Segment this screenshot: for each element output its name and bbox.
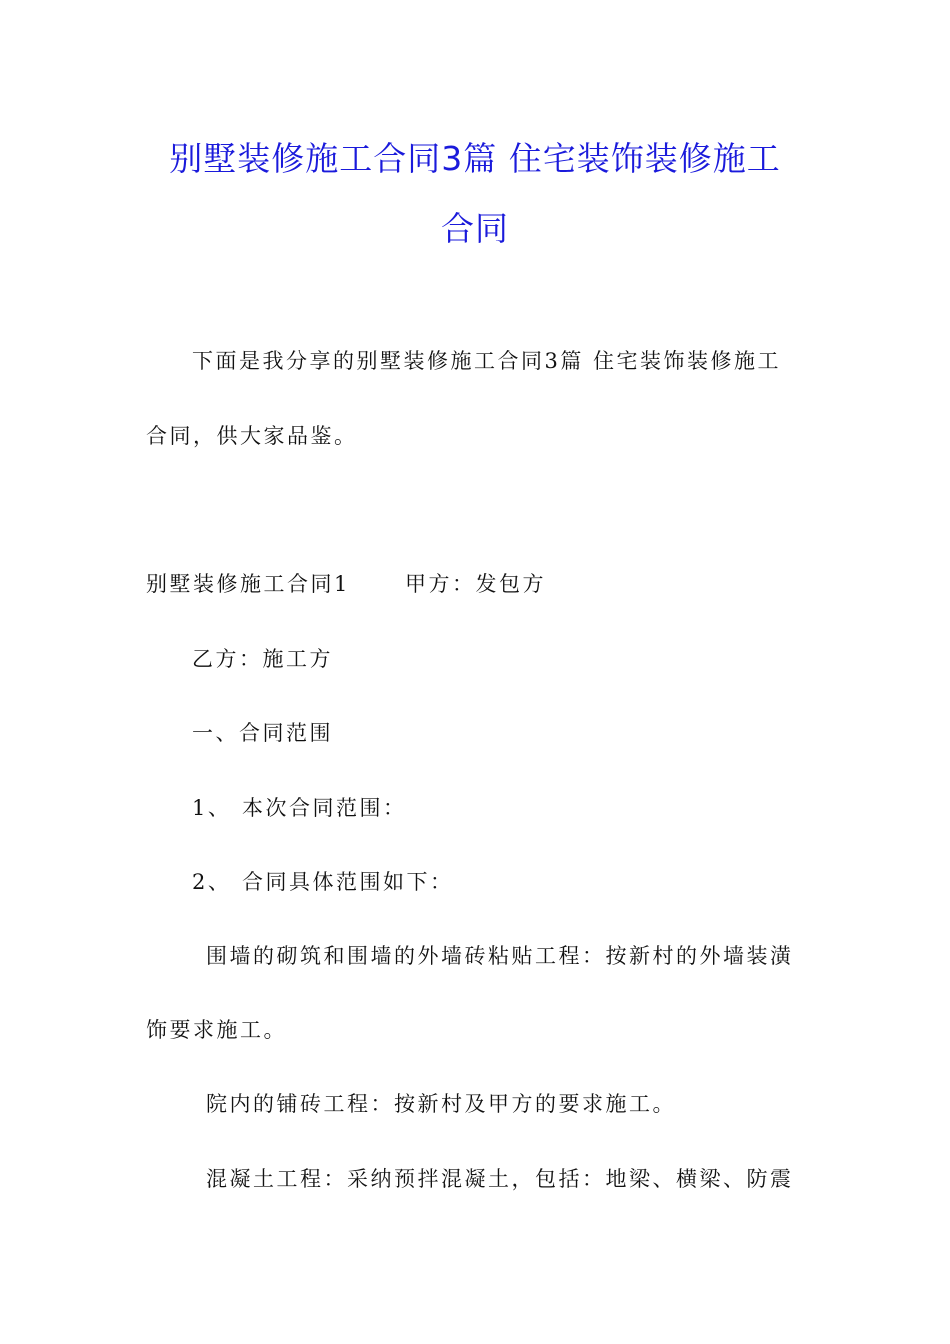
yard-tiling-paragraph: 院内的铺砖工程：按新村及甲方的要求施工。 — [206, 1092, 676, 1116]
list-item-1-text: 本次合同范围： — [242, 796, 407, 820]
party-a-line: 甲方：发包方 — [405, 572, 546, 596]
concrete-paragraph-line-1: 混凝土工程：采纳预拌混凝土，包括：地梁、横梁、防震 — [206, 1167, 794, 1191]
party-b-line: 乙方：施工方 — [192, 647, 333, 671]
contract-heading: 别墅装修施工合同1 — [146, 572, 350, 596]
wall-work-paragraph-line-1: 围墙的砌筑和围墙的外墙砖粘贴工程：按新村的外墙装潢 — [206, 944, 794, 968]
wall-work-paragraph-line-2: 饰要求施工。 — [146, 1018, 287, 1042]
list-item-2-text: 合同具体范围如下： — [242, 870, 454, 894]
section-heading-scope: 一、合同范围 — [192, 721, 333, 745]
list-number-2: 2、 — [192, 870, 232, 894]
intro-paragraph-line-1: 下面是我分享的别墅装修施工合同3篇 住宅装饰装修施工 — [192, 349, 782, 373]
document-title-line-2: 合同 — [441, 209, 509, 248]
document-title-line-1: 别墅装修施工合同3篇 住宅装饰装修施工 — [169, 139, 781, 178]
intro-paragraph-line-2: 合同，供大家品鉴。 — [146, 424, 358, 448]
list-number-1: 1、 — [192, 796, 232, 820]
